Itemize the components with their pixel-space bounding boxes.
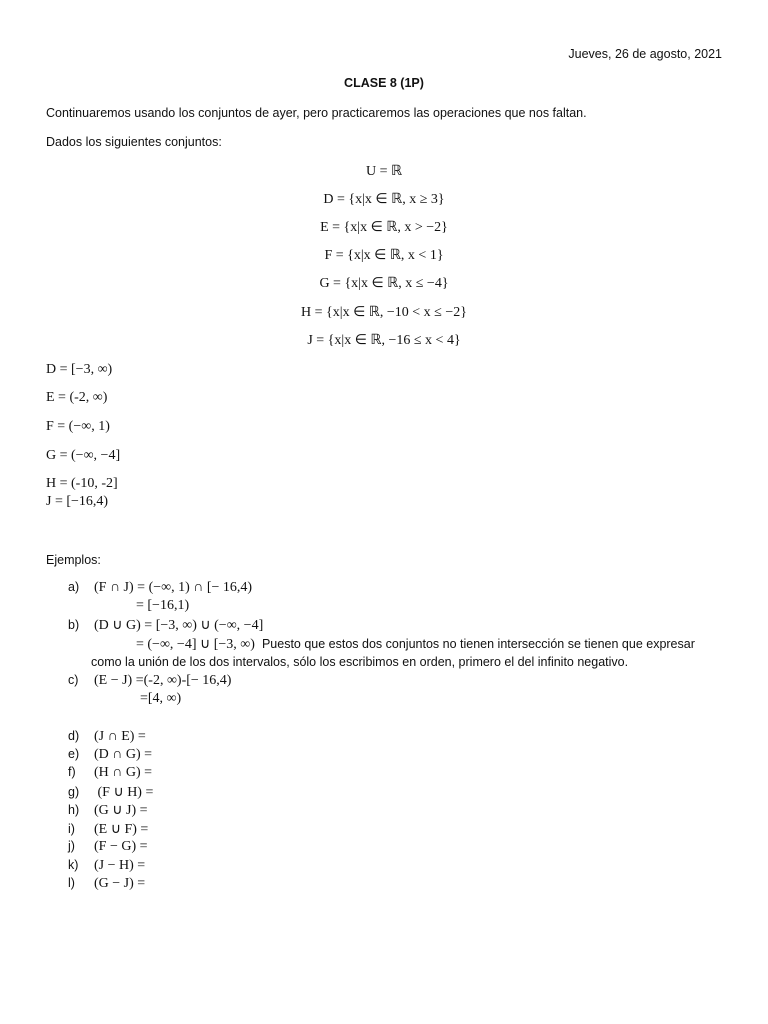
exercise-label: i) [68, 822, 75, 836]
example-b-note-wrap: como la unión de los dos intervalos, sólo los escribimos en orden, primero el del infinito negativo. [91, 655, 629, 669]
interval-e: E = (-2, ∞) [46, 390, 108, 405]
exercise-expr: (F ∪ H) = [94, 785, 154, 800]
intro-text: Continuaremos usando los conjuntos de ayer, pero practicaremos las operaciones que nos faltan. [46, 106, 587, 120]
example-c-label: c) [68, 673, 79, 687]
example-b-line1: (D ∪ G) = [−3, ∞) ∪ (−∞, −4] [94, 618, 264, 633]
exercise-expr: (G ∪ J) = [94, 803, 148, 818]
example-b [68, 617, 263, 634]
example-c-result: =[4, ∞) [140, 691, 182, 706]
example-a [68, 580, 252, 596]
interval-j: J = [−16,4) [46, 494, 109, 509]
exercise-item [68, 802, 148, 819]
exercise-item [68, 729, 146, 745]
exercise-label: j) [68, 839, 75, 853]
set-def-u: U = ℝ [365, 164, 403, 179]
example-a-line1: (F ∩ J) = (−∞, 1) ∩ [− 16,4) [94, 580, 253, 595]
exercise-item [68, 784, 153, 801]
exercise-label: l) [68, 876, 75, 890]
example-b-result [136, 636, 695, 653]
exercise-item [68, 858, 145, 874]
exercise-expr: (F − G) = [94, 839, 148, 854]
set-def-j: J = {x|x ∈ ℝ, −16 ≤ x < 4} [307, 333, 461, 348]
interval-g: G = (−∞, −4] [46, 448, 121, 463]
exercise-expr: (J ∩ E) = [94, 729, 146, 744]
example-a-label: a) [68, 580, 80, 594]
example-c-line1: (E − J) =(-2, ∞)-[− 16,4) [94, 673, 232, 688]
exercise-expr: (E ∪ F) = [94, 822, 149, 837]
set-def-e: E = {x|x ∈ ℝ, x > −2} [320, 220, 448, 235]
exercise-expr: (H ∩ G) = [94, 765, 153, 780]
exercise-label: h) [68, 803, 80, 817]
exercise-label: k) [68, 858, 79, 872]
example-c [68, 673, 231, 689]
interval-f: F = (−∞, 1) [46, 419, 110, 434]
exercise-label: d) [68, 729, 80, 743]
exercise-item [68, 839, 148, 855]
exercise-label: g) [68, 785, 80, 799]
set-def-g: G = {x|x ∈ ℝ, x ≤ −4} [319, 276, 449, 291]
example-b-line2: = (−∞, −4] ∪ [−3, ∞) [136, 637, 255, 652]
set-def-f: F = {x|x ∈ ℝ, x < 1} [324, 248, 444, 263]
exercise-item [68, 765, 152, 781]
page-title: CLASE 8 (1P) [344, 76, 424, 90]
exercise-expr: (D ∩ G) = [94, 747, 153, 762]
example-b-label: b) [68, 618, 80, 632]
example-b-note: Puesto que estos dos conjuntos no tienen intersección se tienen que expresar [261, 637, 695, 651]
interval-d: D = [−3, ∞) [46, 362, 113, 377]
date-line: Jueves, 26 de agosto, 2021 [568, 47, 722, 61]
exercise-item [68, 876, 145, 892]
exercise-label: f) [68, 765, 76, 779]
exercise-item [68, 747, 152, 763]
set-def-h: H = {x|x ∈ ℝ, −10 < x ≤ −2} [301, 305, 467, 320]
example-a-result: = [−16,1) [136, 598, 190, 613]
exercise-label: e) [68, 747, 80, 761]
set-def-d: D = {x|x ∈ ℝ, x ≥ 3} [323, 192, 445, 207]
interval-h: H = (-10, -2] [46, 476, 118, 491]
sets-intro: Dados los siguientes conjuntos: [46, 135, 222, 149]
examples-heading: Ejemplos: [46, 553, 101, 567]
exercise-item [68, 821, 148, 838]
exercise-expr: (G − J) = [94, 876, 146, 891]
exercise-expr: (J − H) = [94, 858, 146, 873]
